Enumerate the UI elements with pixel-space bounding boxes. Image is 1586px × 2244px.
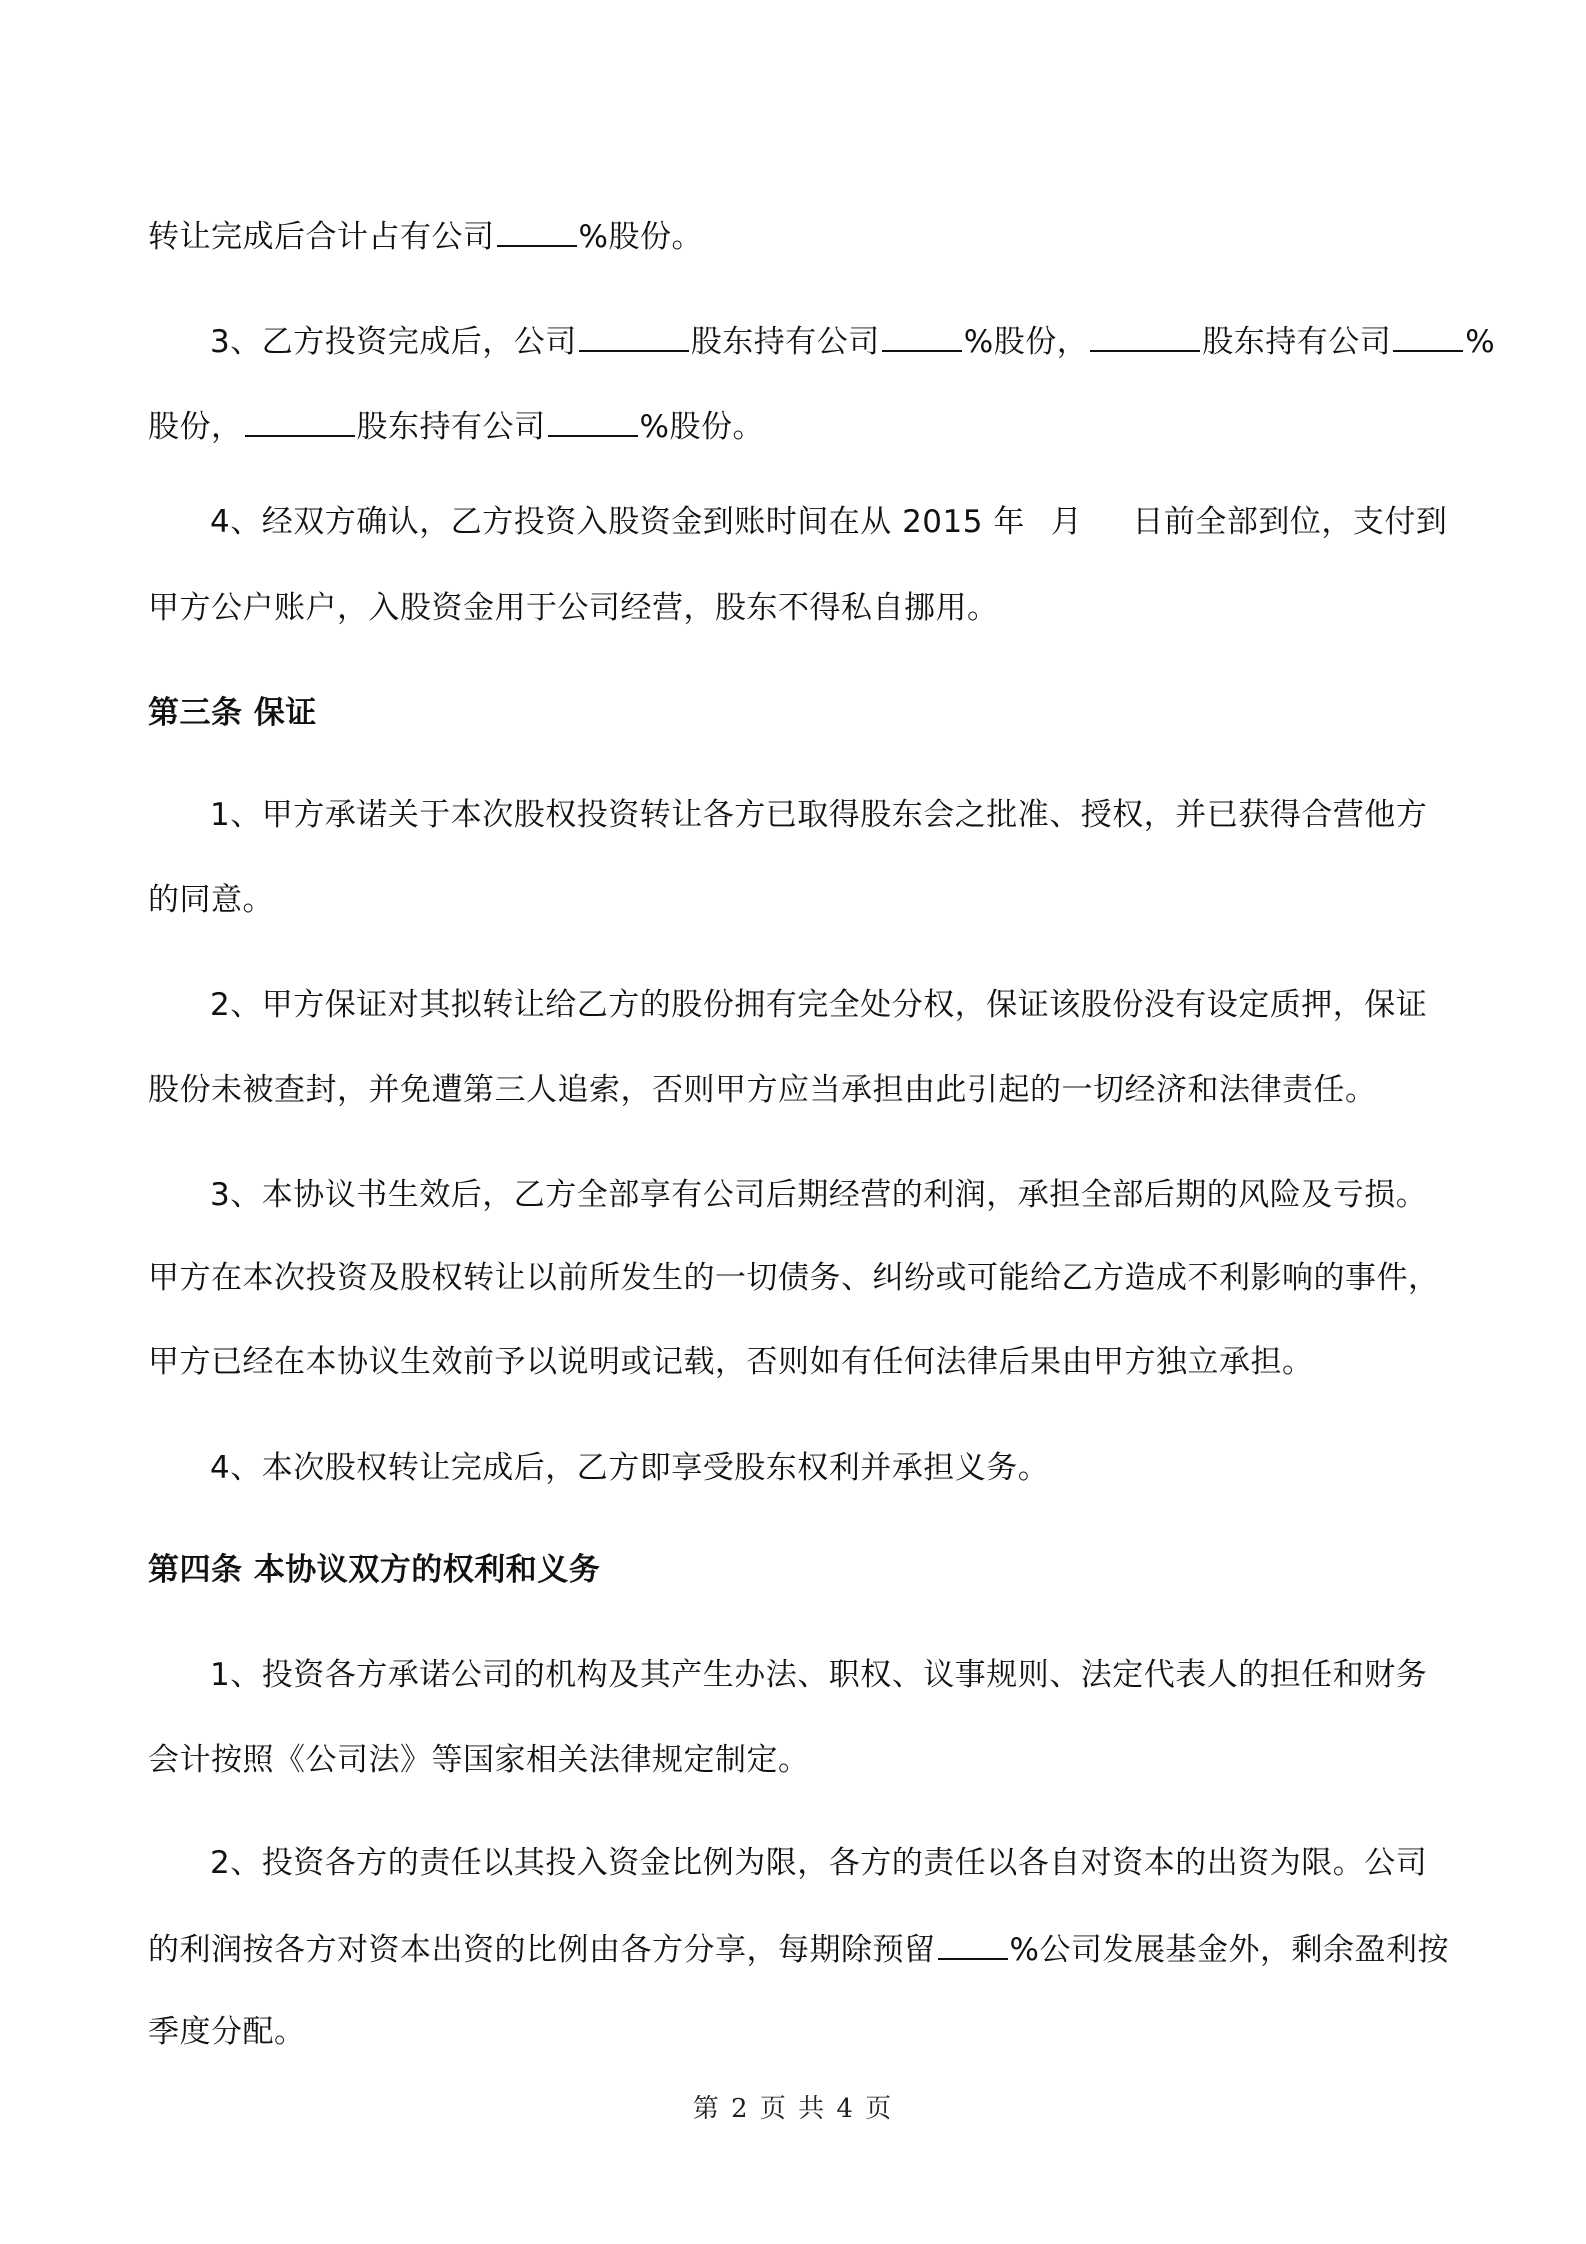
paragraph-line: 甲方公户账户，入股资金用于公司经营，股东不得私自挪用。 <box>148 590 999 626</box>
fill-blank <box>938 1928 1008 1960</box>
paragraph-line: 股份， 股东持有公司 %股份。 <box>148 405 1448 447</box>
paragraph-line: 4、经双方确认，乙方投资入股资金到账时间在从 2015 年 月 日前全部到位，支付到 <box>210 504 1448 540</box>
paragraph-line: 3、本协议书生效后，乙方全部享有公司后期经营的利润，承担全部后期的风险及亏损。 <box>210 1177 1428 1213</box>
paragraph-line: 会计按照《公司法》等国家相关法律规定制定。 <box>148 1742 810 1778</box>
fill-blank <box>882 320 962 352</box>
paragraph-line: 转让完成后合计占有公司 %股份。 <box>148 215 1448 257</box>
fill-blank <box>1090 320 1200 352</box>
paragraph-line: 季度分配。 <box>148 2014 306 2050</box>
fill-blank <box>497 215 577 247</box>
paragraph-line: 2、甲方保证对其拟转让给乙方的股份拥有完全处分权，保证该股份没有设定质押，保证 <box>210 987 1428 1023</box>
paragraph-line: 4、本次股权转让完成后，乙方即享受股东权利并承担义务。 <box>210 1450 1050 1486</box>
paragraph-line: 甲方在本次投资及股权转让以前所发生的一切债务、纠纷或可能给乙方造成不利影响的事件， <box>148 1260 1440 1296</box>
paragraph-line: 2、投资各方的责任以其投入资金比例为限，各方的责任以各自对资本的出资为限。公司 <box>210 1845 1428 1881</box>
paragraph-line: 的同意。 <box>148 882 274 918</box>
paragraph-line: 1、投资各方承诺公司的机构及其产生办法、职权、议事规则、法定代表人的担任和财务 <box>210 1657 1428 1693</box>
fill-blank <box>579 320 689 352</box>
paragraph-line: 的利润按各方对资本出资的比例由各方分享，每期除预留 %公司发展基金外，剩余盈利按 <box>148 1928 1448 1970</box>
fill-blank <box>548 405 638 437</box>
page-number: 第 2 页 共 4 页 <box>692 2094 894 2124</box>
section-heading: 第四条 本协议双方的权利和义务 <box>148 1552 601 1588</box>
paragraph-line: 3、乙方投资完成后，公司 股东持有公司 %股份， 股东持有公司 % <box>210 320 1510 362</box>
paragraph-line: 1、甲方承诺关于本次股权投资转让各方已取得股东会之批准、授权，并已获得合营他方 <box>210 797 1428 833</box>
paragraph-line: 股份未被查封，并免遭第三人追索，否则甲方应当承担由此引起的一切经济和法律责任。 <box>148 1072 1377 1108</box>
paragraph-line: 甲方已经在本协议生效前予以说明或记载，否则如有任何法律后果由甲方独立承担。 <box>148 1344 1314 1380</box>
fill-blank <box>1393 320 1463 352</box>
section-heading: 第三条 保证 <box>148 695 317 731</box>
fill-blank <box>245 405 355 437</box>
